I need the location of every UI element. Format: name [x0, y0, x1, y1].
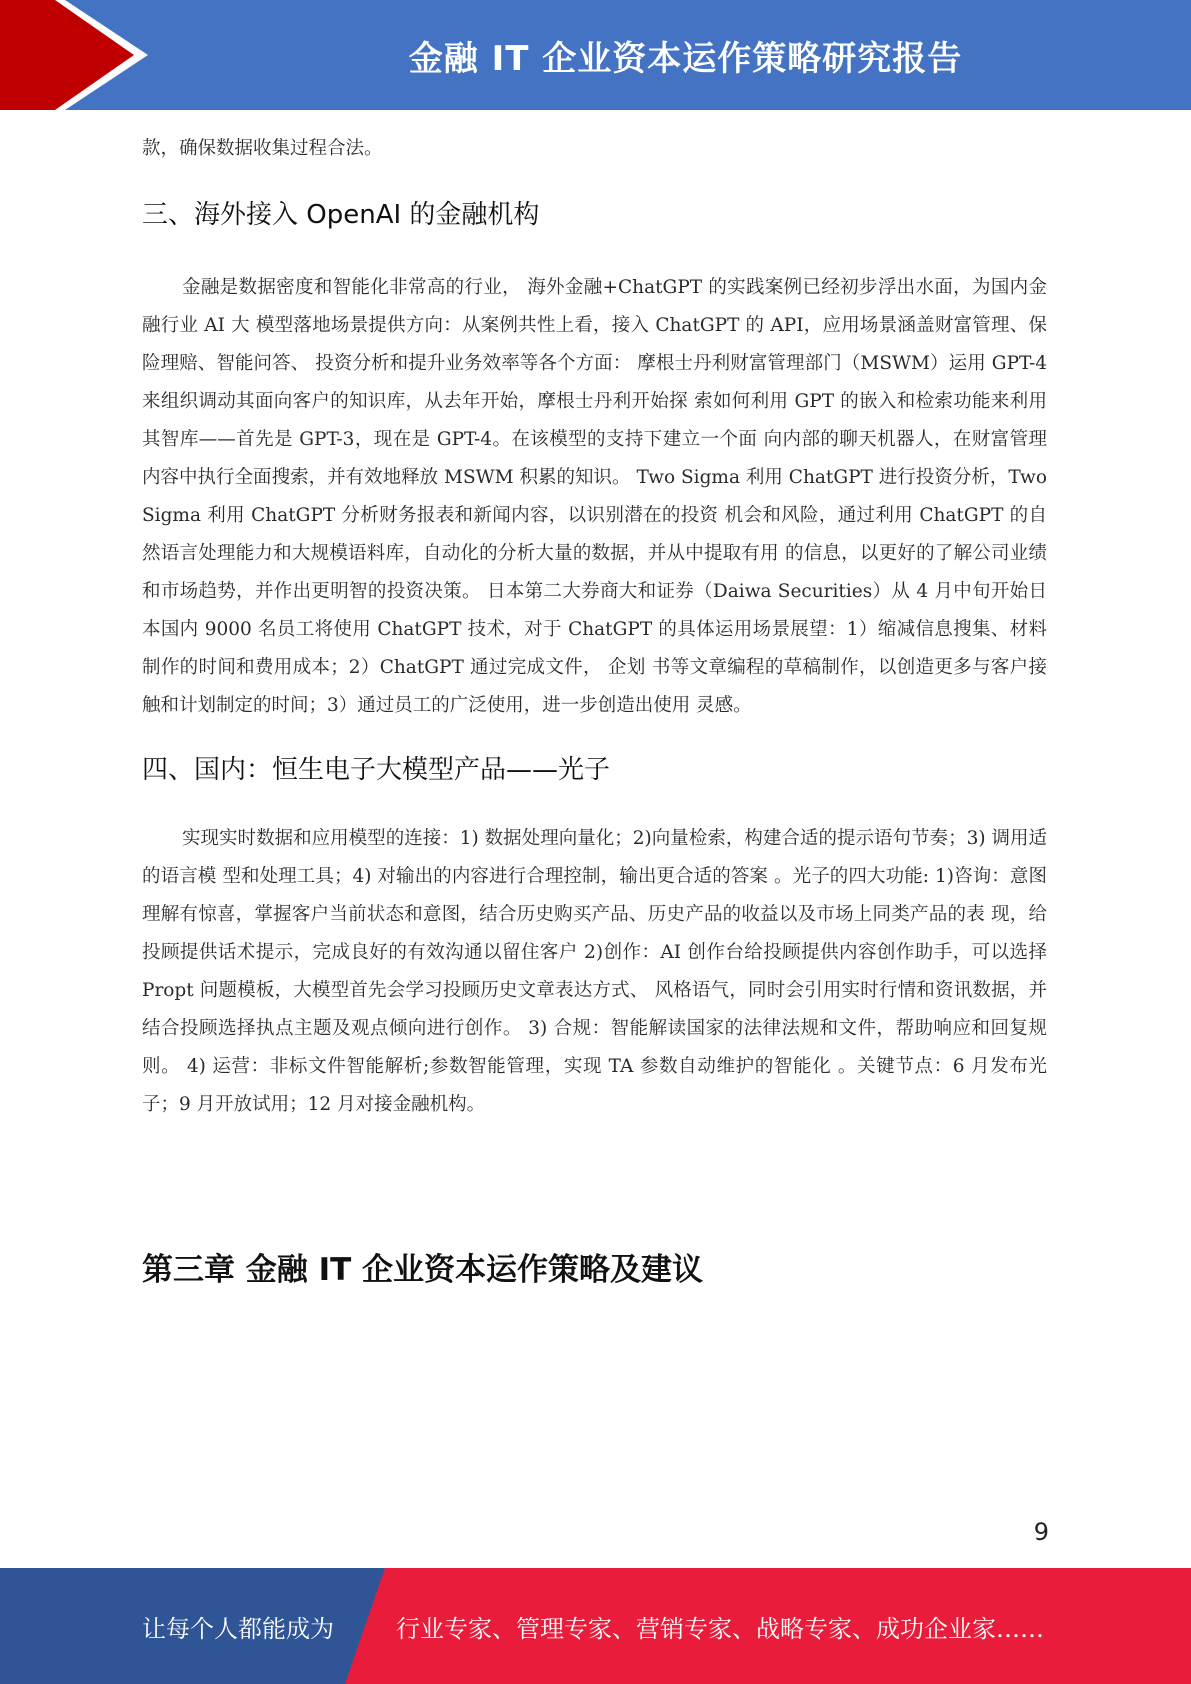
section-3-paragraph: 金融是数据密度和智能化非常高的行业， 海外金融+ChatGPT 的实践案例已经初步浮出水面，为国内金融行业 AI 大 模型落地场景提供方向：从案例共性上看，接入 ChatGPT 的 API，应用场景涵盖财富管理、保险理赔、智能问答、 投资分析和提升业务效率等各个方面： 摩根士丹利财富管理部门（MSWM）运用 GPT-4 来组织调动其面向客户的知识库，从去年开始，摩根士丹利开始探 索如何利用 GPT 的嵌入和检索功能来利用其智库——首先是 GPT-3，现在是 GPT-4。在该模型的支持下建立一个面 向内部的聊天机器人，在财富管理内容中执行全面搜索，并有效地释放 MSWM 积累的知识。 Two Sigma 利用 ChatGPT 进行投资分析，Two Sigma 利用 ChatGPT 分析财务报表和新闻内容，以识别潜在的投资 机会和风险，通过利用 ChatGPT 的自然语言处理能力和大规模语料库，自动化的分析大量的数据，并从中提取有用 的信息，以更好的了解公司业绩和市场趋势，并作出更明智的投资决策。 日本第二大券商大和证券（Daiwa Securities）从 4 月中旬开始日本国内 9000 名员工将使用 ChatGPT 技术，对于 ChatGPT 的具体运用场景展望：1）缩减信息搜集、材料制作的时间和费用成本；2）ChatGPT 通过完成文件， 企划 书等文章编程的草稿制作，以创造更多与客户接触和计划制定的时间；3）通过员工的广泛使用，进一步创造出使用 灵感。 [142, 277, 1047, 716]
section-3-heading: 三、海外接入 OpenAI 的金融机构 [142, 200, 540, 230]
page-footer [0, 1568, 1191, 1684]
section-4-paragraph: 实现实时数据和应用模型的连接：1) 数据处理向量化；2)向量检索，构建合适的提示语句节奏；3) 调用适的语言模 型和处理工具；4) 对输出的内容进行合理控制，输出更合适的答案 。光子的四大功能: 1)咨询：意图理解有惊喜，掌握客户当前状态和意图，结合历史购买产品、历史产品的收益以及市场上同类产品的表 现，给投顾提供话术提示，完成良好的有效沟通以留住客户 2)创作：AI 创作台给投顾提供内容创作助手，可以选择 Propt 问题模板，大模型首先会学习投顾历史文章表达方式、 风格语气，同时会引用实时行情和资讯数据，并结合投顾选择执点主题及观点倾向进行创作。 3) 合规：智能解读国家的法律法规和文件，帮助响应和回复规则。 4) 运营：非标文件智能解析;参数智能管理，实现 TA 参数自动维护的智能化 。关键节点：6 月发布光子；9 月开放试用；12 月对接金融机构。 [142, 828, 1047, 1115]
intro-line: 款，确保数据收集过程合法。 [142, 138, 383, 159]
section-4-heading: 四、国内：恒生电子大模型产品——光子 [142, 755, 611, 785]
page-content [142, 130, 1047, 1289]
header-title: 金融 IT 企业资本运作策略研究报告 [408, 38, 963, 79]
footer-slogan-right: 行业专家、管理专家、营销专家、战略专家、成功企业家…… [396, 1614, 1044, 1643]
header-red-chevron [0, 0, 150, 110]
page-number: 9 [1033, 1518, 1049, 1546]
footer-slogan-left: 让每个人都能成为 [142, 1614, 334, 1643]
page-header [0, 0, 1191, 110]
chapter-3-heading: 第三章 金融 IT 企业资本运作策略及建议 [142, 1252, 704, 1288]
